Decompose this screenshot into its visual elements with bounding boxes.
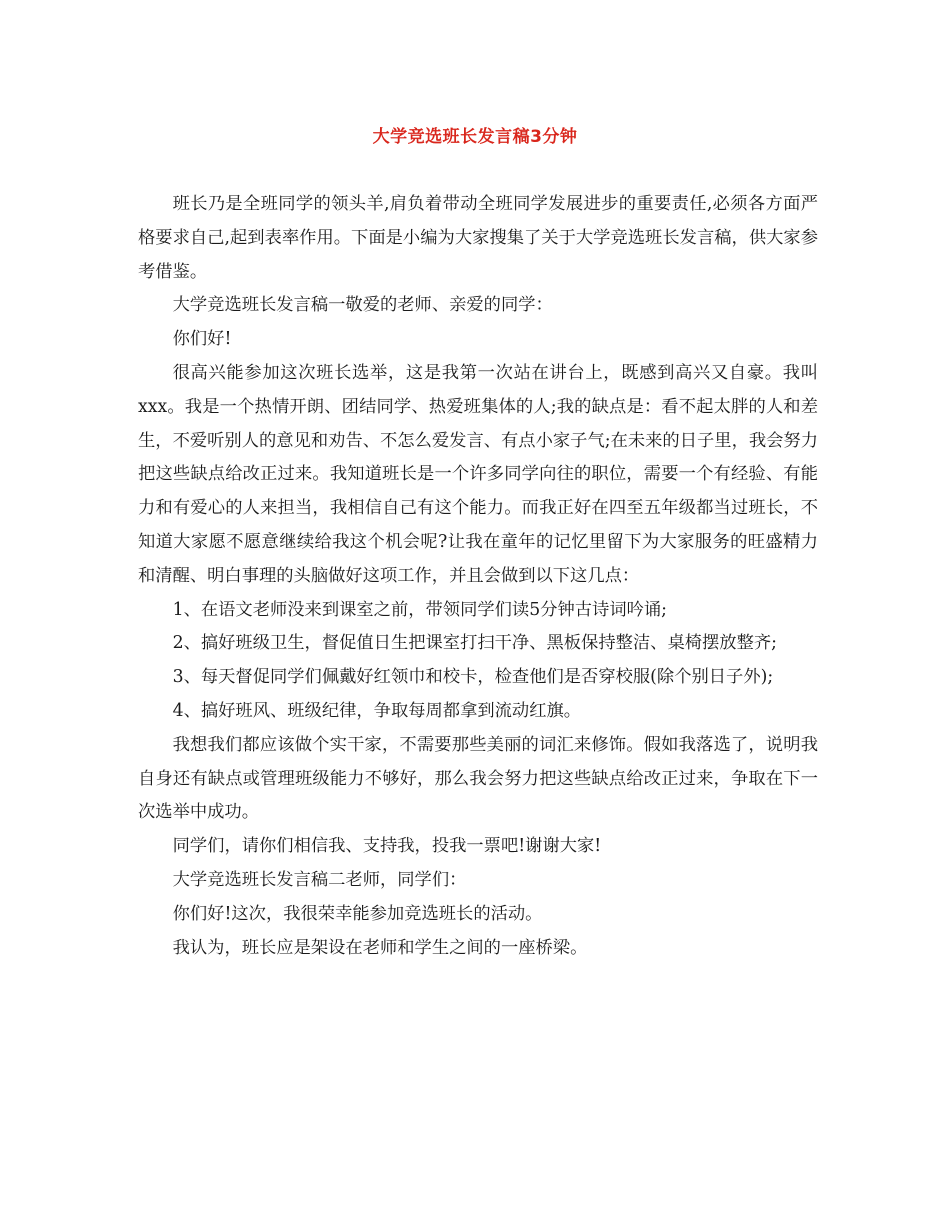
document-body bbox=[138, 188, 818, 965]
paragraph-vote-appeal: 同学们，请你们相信我、支持我，投我一票吧!谢谢大家! bbox=[172, 836, 602, 857]
paragraph-point-4: 4、搞好班风、班级纪律，争取每周都拿到流动红旗。 bbox=[172, 700, 582, 721]
paragraph-speech-one-heading: 大学竞选班长发言稿一敬爱的老师、亲爱的同学： bbox=[172, 295, 553, 316]
paragraph-intro: 班长乃是全班同学的领头羊,肩负着带动全班同学发展进步的重要责任,必须各方面严格要求自己,起到表率作用。下面是小编为大家搜集了关于大学竞选班长发言稿，供大家参考借鉴。 bbox=[138, 194, 818, 282]
paragraph-speech-two-opinion: 我认为，班长应是架设在老师和学生之间的一座桥梁。 bbox=[172, 937, 588, 958]
paragraph-point-3: 3、每天督促同学们佩戴好红领巾和校卡，检查他们是否穿校服(除个别日子外); bbox=[172, 667, 774, 688]
paragraph-point-1: 1、在语文老师没来到课室之前，带领同学们读5分钟古诗词吟诵; bbox=[172, 599, 668, 620]
paragraph-greeting: 你们好! bbox=[172, 329, 232, 350]
paragraph-self-introduction: 很高兴能参加这次班长选举，这是我第一次站在讲台上，既感到高兴又自豪。我叫xxx。我是一个热情开朗、团结同学、热爱班集体的人;我的缺点是：看不起太胖的人和差生，不爱听别人的意见和劝告、不怎么爱发言、有点小家子气;在未来的日子里，我会努力把这些缺点给改正过来。我知道班长是一个许多同学向往的职位，需要一个有经验、有能力和有爱心的人来担当，我相信自己有这个能力。而我正好在四至五年级都当过班长，不知道大家愿不愿意继续给我这个机会呢?让我在童年的记忆里留下为大家服务的旺盛精力和清醒、明白事理的头脑做好这项工作，并且会做到以下这几点： bbox=[138, 362, 818, 586]
document-title: 大学竞选班长发言稿3分钟 bbox=[372, 127, 578, 147]
paragraph-closing-thoughts: 我想我们都应该做个实干家，不需要那些美丽的词汇来修饰。假如我落选了，说明我自身还有缺点或管理班级能力不够好，那么我会努力把这些缺点给改正过来，争取在下一次选举中成功。 bbox=[138, 734, 818, 823]
paragraph-speech-two-greeting: 你们好!这次，我很荣幸能参加竞选班长的活动。 bbox=[172, 903, 543, 924]
paragraph-speech-two-heading: 大学竞选班长发言稿二老师，同学们： bbox=[172, 869, 467, 890]
paragraph-point-2: 2、搞好班级卫生，督促值日生把课室打扫干净、黑板保持整洁、桌椅摆放整齐; bbox=[172, 633, 777, 654]
